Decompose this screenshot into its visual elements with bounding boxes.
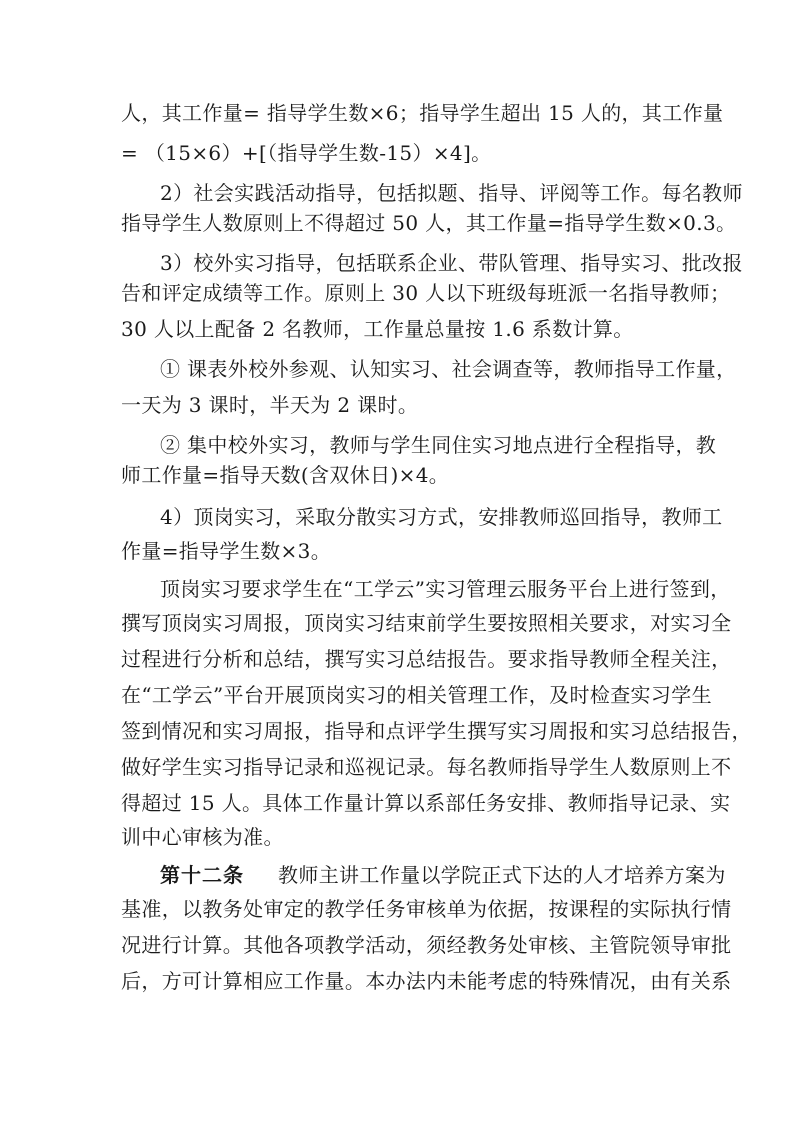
text-line: 师工作量=指导天数(含双休日)×4。 xyxy=(121,463,450,487)
text-line: 做好学生实习指导记录和巡视记录。每名教师指导学生人数原则上不 xyxy=(121,755,732,779)
article-title: 第十二条 xyxy=(160,863,244,887)
text-line: 得超过 15 人。具体工作量计算以系部任务安排、教师指导记录、实 xyxy=(121,791,731,815)
text-line: 作量=指导学生数×3。 xyxy=(121,539,332,563)
text-line: 2）社会实践活动指导，包括拟题、指导、评阅等工作。每名教师 xyxy=(160,181,743,205)
text-line: 3）校外实习指导，包括联系企业、带队管理、指导实习、批改报 xyxy=(160,251,743,275)
text-line: 顶岗实习要求学生在“工学云”实习管理云服务平台上进行签到， xyxy=(160,577,731,601)
text-line: 一天为 3 课时，半天为 2 课时。 xyxy=(121,393,419,417)
text-line: 基准，以教务处审定的教学任务审核单为依据，按课程的实际执行情 xyxy=(121,897,732,921)
text-line: 30 人以上配备 2 名教师，工作量总量按 1.6 系数计算。 xyxy=(121,317,634,341)
article-line xyxy=(160,861,726,889)
text-line: 过程进行分析和总结，撰写实习总结报告。要求指导教师全程关注， xyxy=(121,647,732,671)
text-line: 在“工学云”平台开展顶岗实习的相关管理工作，及时检查实习学生 xyxy=(121,683,712,707)
text-line: 签到情况和实习周报，指导和点评学生撰写实习周报和实习总结报告， xyxy=(121,719,752,743)
text-line: = （15×6）+[（指导学生数-15）×4]。 xyxy=(121,141,492,165)
text-line: 4）顶岗实习，采取分散实习方式，安排教师巡回指导，教师工 xyxy=(160,505,723,529)
text-line: 人，其工作量= 指导学生数×6；指导学生超出 15 人的，其工作量 xyxy=(121,101,724,125)
text-line: 告和评定成绩等工作。原则上 30 人以下班级每班派一名指导教师； xyxy=(121,281,731,305)
text-line: 况进行计算。其他各项教学活动，须经教务处审核、主管院领导审批 xyxy=(121,933,732,957)
text-line: 教师主讲工作量以学院正式下达的人才培养方案为 xyxy=(278,863,726,887)
text-line: 指导学生人数原则上不得超过 50 人，其工作量=指导学生数×0.3。 xyxy=(121,211,737,235)
text-line: ② 集中校外实习，教师与学生同住实习地点进行全程指导，教 xyxy=(160,433,717,457)
text-line: 训中心审核为准。 xyxy=(121,825,284,849)
text-line: ① 课表外校外参观、认知实习、社会调查等，教师指导工作量， xyxy=(160,357,737,381)
text-line: 撰写顶岗实习周报，顶岗实习结束前学生要按照相关要求，对实习全 xyxy=(121,611,732,635)
text-line: 后，方可计算相应工作量。本办法内未能考虑的特殊情况，由有关系 xyxy=(121,969,732,993)
